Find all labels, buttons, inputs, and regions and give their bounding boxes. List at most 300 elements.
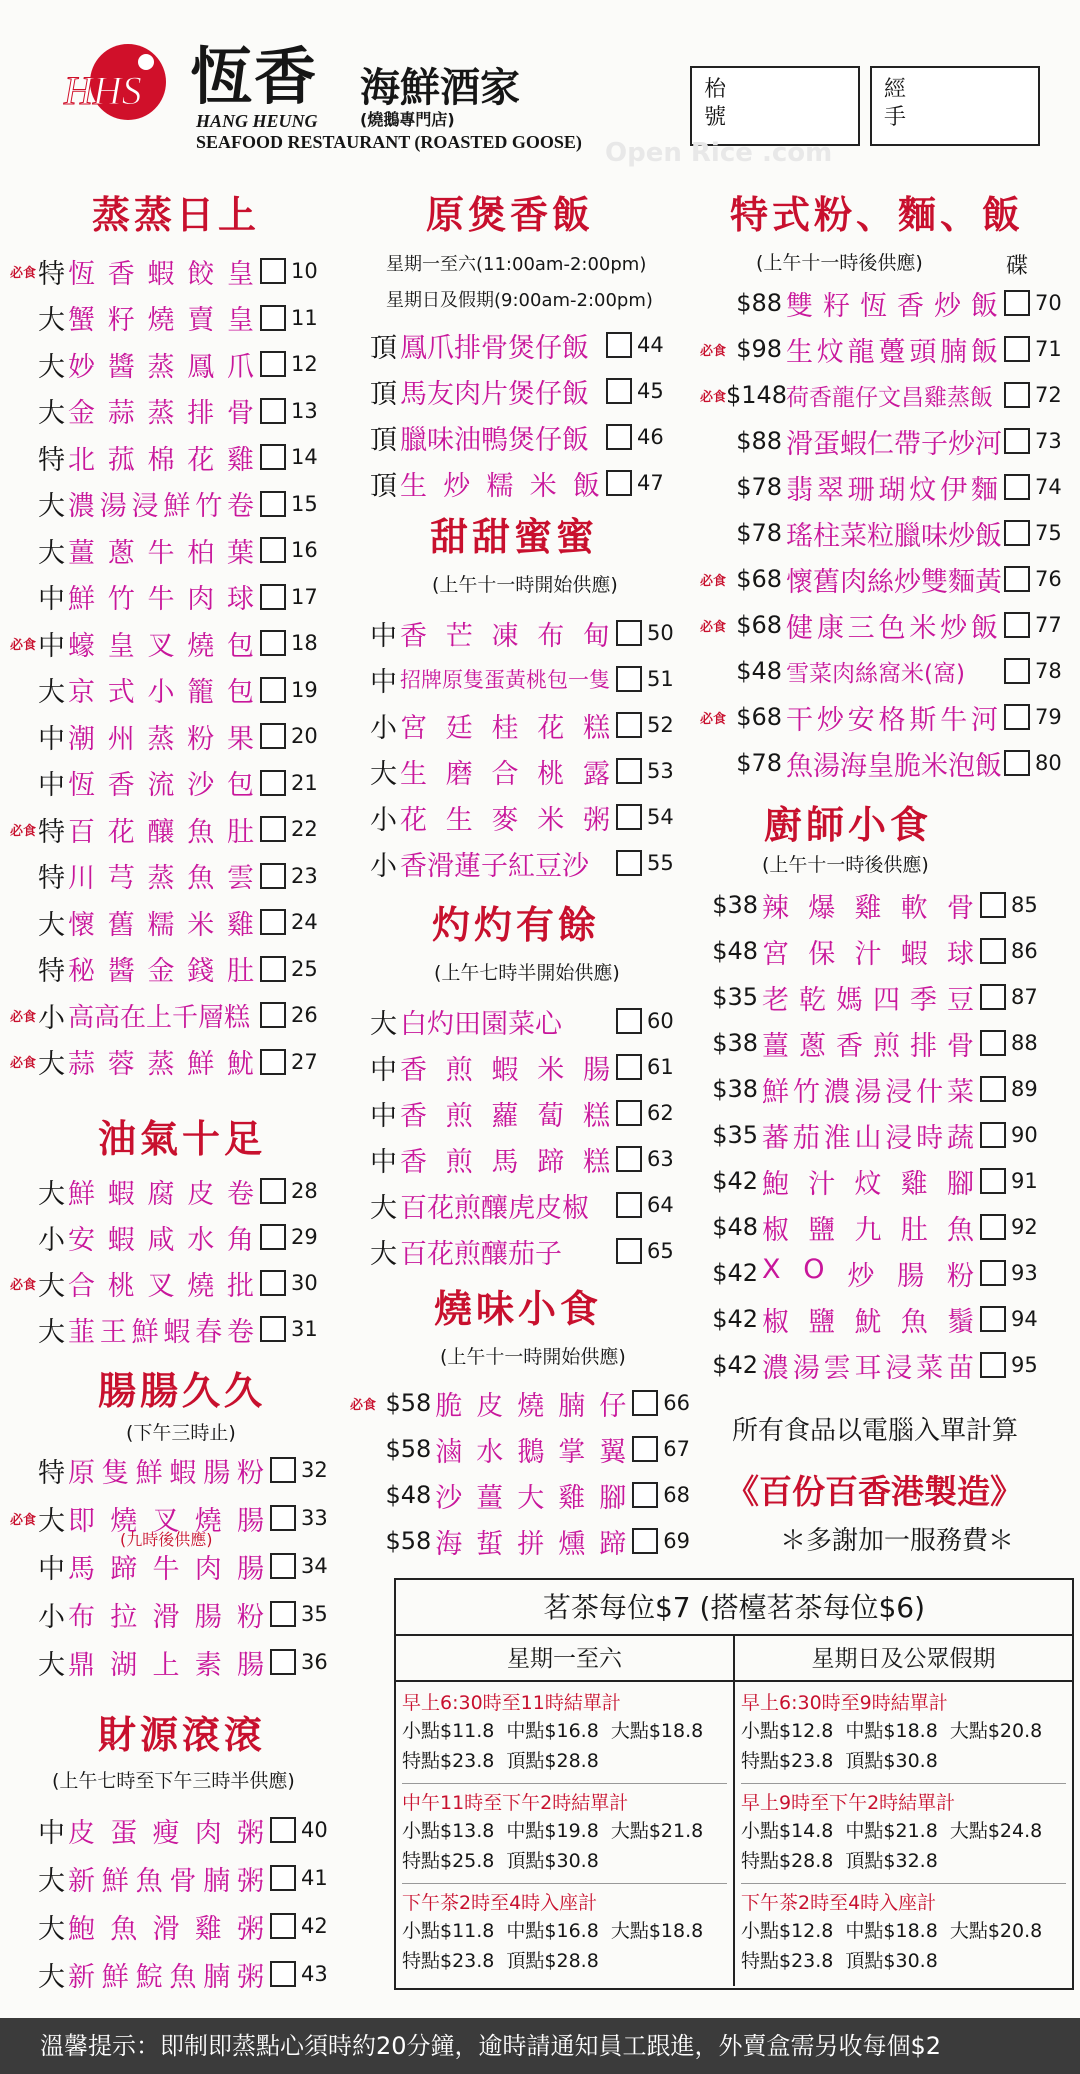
- item-code: 71: [1035, 337, 1062, 361]
- tea-time-block: [402, 1884, 727, 1984]
- item-name: 布 拉 滑 腸 粉: [68, 1601, 264, 1633]
- item-name: 百花煎釀虎皮椒: [400, 1192, 589, 1224]
- item-name: 京 式 小 籠 包: [68, 677, 254, 709]
- noodles-list: [700, 280, 1080, 786]
- menu-item[interactable]: [10, 899, 350, 946]
- item-name: 生 磨 合 桃 露: [400, 758, 610, 790]
- item-name: 荷香龍仔文昌雞蒸飯: [786, 384, 993, 411]
- order-checkbox[interactable]: [260, 491, 286, 517]
- menu-item[interactable]: [700, 280, 1080, 326]
- item-price: $68: [736, 565, 782, 593]
- menu-item[interactable]: [700, 326, 1080, 372]
- item-code: 67: [663, 1437, 690, 1461]
- menu-item[interactable]: [10, 946, 350, 993]
- item-code: 33: [301, 1506, 328, 1530]
- menu-item[interactable]: [370, 460, 710, 506]
- tea-price-line: [741, 1846, 1066, 1876]
- menu-item[interactable]: [10, 1446, 350, 1494]
- tea-time-label: 早上6:30時至9時結單計: [741, 1692, 948, 1714]
- item-code: 60: [647, 1009, 674, 1033]
- menu-item[interactable]: [10, 481, 350, 528]
- section-title-noodles: 特式粉、麵、飯: [730, 192, 1025, 237]
- item-name: 瑤 柱 菜 粒 臘 味 炒 飯: [786, 520, 1002, 552]
- menu-item[interactable]: [10, 341, 350, 388]
- section-title-congee: 財源滾滾: [98, 1712, 267, 1757]
- order-checkbox[interactable]: [270, 1961, 296, 1987]
- table-number-box[interactable]: [690, 66, 860, 146]
- menu-item[interactable]: [10, 760, 350, 807]
- order-checkbox[interactable]: [606, 378, 632, 404]
- order-checkbox[interactable]: [1004, 474, 1030, 500]
- menu-item[interactable]: [350, 1426, 690, 1472]
- staff-box[interactable]: [870, 66, 1040, 146]
- item-price: $68: [736, 703, 782, 731]
- item-name: 鳳爪排骨煲仔飯: [400, 332, 589, 364]
- menu-item[interactable]: [700, 1204, 1080, 1250]
- item-code: 92: [1011, 1215, 1038, 1239]
- menu-item[interactable]: [10, 1168, 350, 1214]
- order-checkbox[interactable]: [980, 1260, 1006, 1286]
- item-code: 26: [291, 1003, 318, 1028]
- menu-item[interactable]: [700, 372, 1080, 418]
- order-checkbox[interactable]: [260, 351, 286, 377]
- congee-note: (上午七時至下午三時半供應): [52, 1770, 295, 1792]
- item-code: 44: [637, 333, 664, 357]
- item-size: 頂: [370, 332, 397, 364]
- tea-time-block: [741, 1784, 1066, 1884]
- item-price: $48: [385, 1481, 432, 1509]
- order-checkbox[interactable]: [980, 892, 1006, 918]
- menu-item[interactable]: [700, 1066, 1080, 1112]
- item-name: 宮 廷 桂 花 糕: [400, 712, 610, 744]
- order-checkbox[interactable]: [270, 1457, 296, 1483]
- order-checkbox[interactable]: [606, 470, 632, 496]
- tea-weekday-column: [396, 1682, 735, 1986]
- item-code: 41: [301, 1866, 328, 1890]
- item-size: 中: [38, 584, 65, 616]
- menu-item[interactable]: [700, 1342, 1080, 1388]
- dessert-note: (上午十一時開始供應): [432, 574, 618, 596]
- item-code: 52: [647, 713, 674, 737]
- menu-item[interactable]: [10, 1950, 350, 1998]
- item-size: 大: [38, 1316, 65, 1348]
- item-size: 中: [38, 1553, 65, 1585]
- order-checkbox[interactable]: [616, 804, 642, 830]
- order-checkbox[interactable]: [616, 1100, 642, 1126]
- item-size: 特: [38, 444, 65, 476]
- order-checkbox[interactable]: [980, 1352, 1006, 1378]
- item-code: 42: [301, 1914, 328, 1938]
- order-checkbox[interactable]: [270, 1553, 296, 1579]
- item-price: $42: [712, 1259, 758, 1287]
- item-code: 79: [1035, 705, 1062, 729]
- item-name: 白灼田園菜心: [400, 1008, 562, 1040]
- menu-item[interactable]: [10, 1854, 350, 1902]
- item-name: 百 花 釀 魚 肚: [68, 816, 254, 848]
- order-checkbox[interactable]: [260, 444, 286, 470]
- order-checkbox[interactable]: [980, 1030, 1006, 1056]
- item-code: 31: [291, 1317, 318, 1341]
- tea-price: 特點$25.8: [402, 1850, 495, 1872]
- order-checkbox[interactable]: [1004, 566, 1030, 592]
- order-checkbox[interactable]: [1004, 428, 1030, 454]
- order-checkbox[interactable]: [1004, 336, 1030, 362]
- tea-price: 小點$11.8: [402, 1920, 495, 1942]
- tea-time-label: 早上9時至下午2時結單計: [741, 1792, 956, 1814]
- item-price: $88: [736, 289, 782, 317]
- item-size: 大: [38, 351, 65, 383]
- item-code: 93: [1011, 1261, 1038, 1285]
- order-checkbox[interactable]: [632, 1482, 658, 1508]
- noodles-note: (上午十一時後供應): [756, 252, 923, 274]
- order-checkbox[interactable]: [606, 332, 632, 358]
- item-price: $38: [712, 1029, 758, 1057]
- tea-price: 小點$12.8: [741, 1720, 834, 1742]
- item-code: 94: [1011, 1307, 1038, 1331]
- order-checkbox[interactable]: [632, 1436, 658, 1462]
- order-checkbox[interactable]: [616, 1008, 642, 1034]
- item-size: 大: [370, 1008, 397, 1040]
- menu-item[interactable]: [10, 1306, 350, 1352]
- menu-item[interactable]: [370, 794, 710, 840]
- order-checkbox[interactable]: [260, 537, 286, 563]
- order-checkbox[interactable]: [1004, 612, 1030, 638]
- menu-item[interactable]: [10, 1902, 350, 1950]
- menu-item[interactable]: [10, 667, 350, 714]
- order-checkbox[interactable]: [260, 305, 286, 331]
- order-checkbox[interactable]: [260, 1002, 286, 1028]
- menu-item[interactable]: [370, 1228, 710, 1274]
- order-checkbox[interactable]: [260, 258, 286, 284]
- order-checkbox[interactable]: [1004, 658, 1030, 684]
- item-code: 18: [291, 631, 318, 656]
- must-eat-tag: 必食: [10, 1277, 37, 1293]
- order-checkbox[interactable]: [260, 816, 286, 842]
- order-checkbox[interactable]: [616, 620, 642, 646]
- order-checkbox[interactable]: [980, 1168, 1006, 1194]
- item-code: 34: [301, 1554, 328, 1578]
- menu-item[interactable]: [10, 992, 350, 1039]
- item-price: $78: [736, 749, 782, 777]
- order-checkbox[interactable]: [980, 1122, 1006, 1148]
- menu-item[interactable]: [10, 388, 350, 435]
- item-code: 15: [291, 491, 318, 516]
- menu-item[interactable]: [700, 1296, 1080, 1342]
- order-checkbox[interactable]: [980, 938, 1006, 964]
- item-name: 滷 水 鵝 掌 翼: [435, 1436, 627, 1468]
- item-code: 65: [647, 1239, 674, 1263]
- item-price: $98: [736, 335, 782, 363]
- menu-item[interactable]: [10, 1260, 350, 1306]
- menu-item[interactable]: [370, 1182, 710, 1228]
- menu-item[interactable]: [10, 1590, 350, 1638]
- menu-item[interactable]: [700, 510, 1080, 556]
- menu-item[interactable]: [700, 1112, 1080, 1158]
- item-code: 80: [1035, 751, 1062, 775]
- item-code: 17: [291, 584, 318, 609]
- congee-list: [10, 1806, 350, 1998]
- menu-item[interactable]: [350, 1380, 690, 1426]
- all-food-notice: 所有食品以電腦入單計算: [732, 1416, 1019, 1446]
- item-code: 27: [291, 1049, 318, 1074]
- menu-item[interactable]: [10, 620, 350, 667]
- menu-item[interactable]: [370, 1090, 710, 1136]
- menu-item[interactable]: [370, 998, 710, 1044]
- menu-item[interactable]: [10, 1806, 350, 1854]
- order-checkbox[interactable]: [260, 1224, 286, 1250]
- item-name: 鮮 蝦 腐 皮 卷: [68, 1178, 254, 1210]
- menu-item[interactable]: [10, 574, 350, 621]
- order-checkbox[interactable]: [632, 1390, 658, 1416]
- tea-price-table: [394, 1578, 1074, 1990]
- item-size: 小: [38, 1601, 65, 1633]
- order-checkbox[interactable]: [606, 424, 632, 450]
- order-checkbox[interactable]: [260, 677, 286, 703]
- order-checkbox[interactable]: [980, 1076, 1006, 1102]
- item-code: 72: [1035, 383, 1062, 407]
- item-name: 妙 醬 蒸 鳳 爪: [68, 351, 254, 383]
- item-size: 小: [38, 1002, 65, 1034]
- item-size: 大: [38, 398, 65, 430]
- order-checkbox[interactable]: [616, 850, 642, 876]
- item-name: 薑 蔥 香 煎 排 骨: [762, 1030, 974, 1062]
- order-checkbox[interactable]: [260, 1316, 286, 1342]
- must-eat-tag: 必食: [10, 265, 37, 281]
- item-size: 中: [38, 770, 65, 802]
- menu-item[interactable]: [350, 1518, 690, 1564]
- item-code: 53: [647, 759, 674, 783]
- section-title-dimsum: 蒸蒸日上: [92, 192, 261, 237]
- order-checkbox[interactable]: [1004, 382, 1030, 408]
- menu-item[interactable]: [10, 1542, 350, 1590]
- order-checkbox[interactable]: [632, 1528, 658, 1554]
- order-checkbox[interactable]: [616, 666, 642, 692]
- item-code: 30: [291, 1271, 318, 1295]
- bbq-note: (上午十一時開始供應): [440, 1346, 626, 1368]
- restaurant-name-cn: 恆香: [190, 40, 319, 113]
- order-checkbox[interactable]: [980, 984, 1006, 1010]
- section-title-chef: 廚師小食: [764, 802, 933, 847]
- order-checkbox[interactable]: [260, 630, 286, 656]
- menu-item[interactable]: [370, 368, 710, 414]
- item-code: 70: [1035, 291, 1062, 315]
- order-checkbox[interactable]: [1004, 750, 1030, 776]
- menu-item[interactable]: [10, 434, 350, 481]
- menu-item[interactable]: [370, 748, 710, 794]
- menu-item[interactable]: [10, 295, 350, 342]
- tea-price-line: [741, 1716, 1066, 1746]
- menu-item[interactable]: [700, 740, 1080, 786]
- claypot-list: [370, 322, 710, 506]
- order-checkbox[interactable]: [980, 1306, 1006, 1332]
- menu-item[interactable]: [700, 418, 1080, 464]
- order-checkbox[interactable]: [616, 1146, 642, 1172]
- item-price: $148: [726, 381, 788, 409]
- item-name: 干 炒 安 格 斯 牛 河: [786, 704, 998, 736]
- menu-item[interactable]: [700, 928, 1080, 974]
- menu-item[interactable]: [700, 1158, 1080, 1204]
- item-price: $48: [712, 1213, 758, 1241]
- menu-item[interactable]: [370, 656, 710, 702]
- must-eat-tag: 必食: [10, 823, 37, 839]
- item-code: 28: [291, 1179, 318, 1203]
- item-code: 68: [663, 1483, 690, 1507]
- item-code: 29: [291, 1225, 318, 1249]
- item-code: 19: [291, 677, 318, 702]
- item-code: 11: [291, 305, 318, 330]
- menu-item[interactable]: [10, 248, 350, 295]
- item-code: 85: [1011, 893, 1038, 917]
- order-checkbox[interactable]: [616, 1192, 642, 1218]
- order-checkbox[interactable]: [270, 1601, 296, 1627]
- order-checkbox[interactable]: [260, 863, 286, 889]
- order-checkbox[interactable]: [1004, 520, 1030, 546]
- item-code: 23: [291, 863, 318, 888]
- item-code: 51: [647, 667, 674, 691]
- must-eat-tag: 必食: [700, 573, 727, 589]
- order-checkbox[interactable]: [270, 1865, 296, 1891]
- item-code: 50: [647, 621, 674, 645]
- menu-item[interactable]: [10, 806, 350, 853]
- item-name: 沙 薑 大 雞 腳: [435, 1482, 627, 1514]
- tea-time-label: 中午11時至下午2時結單計: [402, 1792, 629, 1814]
- item-code: 36: [301, 1650, 328, 1674]
- menu-item[interactable]: [370, 610, 710, 656]
- menu-item[interactable]: [370, 702, 710, 748]
- item-price: $68: [736, 611, 782, 639]
- order-checkbox[interactable]: [260, 1270, 286, 1296]
- menu-item[interactable]: [370, 1044, 710, 1090]
- item-size: 特: [38, 816, 65, 848]
- order-checkbox[interactable]: [270, 1913, 296, 1939]
- claypot-note-holiday: 星期日及假期(9:00am-2:00pm): [386, 290, 653, 311]
- tea-price-line: [402, 1916, 727, 1946]
- item-size: 大: [38, 305, 65, 337]
- item-name: 懷 舊 肉 絲 炒 雙 麵 黃: [786, 566, 1002, 598]
- tea-price: 大點$20.8: [949, 1720, 1043, 1742]
- item-size: 小: [370, 804, 397, 836]
- tea-price: 特點$28.8: [741, 1850, 834, 1872]
- item-code: 74: [1035, 475, 1062, 499]
- order-checkbox[interactable]: [260, 398, 286, 424]
- order-checkbox[interactable]: [260, 723, 286, 749]
- item-name: 金 蒜 蒸 排 骨: [68, 398, 254, 430]
- item-name: X O 炒 腸 粉: [762, 1253, 974, 1292]
- tea-price: 小點$12.8: [741, 1920, 834, 1942]
- item-code: 16: [291, 538, 318, 563]
- menu-item[interactable]: [10, 1638, 350, 1686]
- menu-item[interactable]: [370, 1136, 710, 1182]
- item-code: 21: [291, 770, 318, 795]
- menu-item[interactable]: [700, 882, 1080, 928]
- order-checkbox[interactable]: [616, 712, 642, 738]
- menu-item[interactable]: [10, 1039, 350, 1086]
- order-checkbox[interactable]: [616, 1054, 642, 1080]
- order-checkbox[interactable]: [260, 1049, 286, 1075]
- item-code: 64: [647, 1193, 674, 1217]
- must-eat-tag: 必食: [700, 389, 727, 405]
- menu-item[interactable]: [700, 694, 1080, 740]
- menu-item[interactable]: [10, 527, 350, 574]
- claypot-note-weekday: 星期一至六(11:00am-2:00pm): [386, 254, 647, 275]
- order-checkbox[interactable]: [1004, 704, 1030, 730]
- item-price: $48: [736, 657, 782, 685]
- order-checkbox[interactable]: [260, 770, 286, 796]
- item-code: 90: [1011, 1123, 1038, 1147]
- menu-item[interactable]: [700, 974, 1080, 1020]
- item-name: 新 鮮 魚 骨 腩 粥: [68, 1865, 264, 1897]
- order-checkbox[interactable]: [1004, 290, 1030, 316]
- item-name: 滑 蛋 蝦 仁 帶 子 炒 河: [786, 428, 1002, 460]
- item-code: 22: [291, 817, 318, 842]
- item-name: 蕃 茄 淮 山 浸 時 蔬: [762, 1122, 974, 1154]
- menu-item[interactable]: [700, 648, 1080, 694]
- order-checkbox[interactable]: [260, 584, 286, 610]
- pan-note: (上午七時半開始供應): [434, 962, 620, 984]
- item-size: 頂: [370, 470, 397, 502]
- item-size: 大: [38, 1270, 65, 1302]
- menu-item[interactable]: [10, 853, 350, 900]
- menu-item[interactable]: [10, 713, 350, 760]
- menu-item[interactable]: [370, 840, 710, 886]
- menu-item[interactable]: [370, 414, 710, 460]
- item-name: 椒 鹽 九 肚 魚: [762, 1214, 974, 1246]
- item-code: 45: [637, 379, 664, 403]
- order-checkbox[interactable]: [270, 1817, 296, 1843]
- order-checkbox[interactable]: [616, 758, 642, 784]
- menu-item[interactable]: [700, 1020, 1080, 1066]
- item-name: 合 桃 叉 燒 批: [68, 1270, 254, 1302]
- tea-price-line: [741, 1916, 1066, 1946]
- order-checkbox[interactable]: [260, 956, 286, 982]
- menu-item[interactable]: [700, 602, 1080, 648]
- tea-price: 小點$14.8: [741, 1820, 834, 1842]
- menu-item[interactable]: [350, 1472, 690, 1518]
- order-checkbox[interactable]: [270, 1649, 296, 1675]
- menu-item[interactable]: [700, 556, 1080, 602]
- item-code: 61: [647, 1055, 674, 1079]
- bbq-list: [350, 1380, 690, 1564]
- order-checkbox[interactable]: [616, 1238, 642, 1264]
- must-eat-tag: 必食: [10, 637, 37, 653]
- dessert-list: [370, 610, 710, 886]
- item-name: 香 煎 蘿 蔔 糕: [400, 1100, 610, 1132]
- order-checkbox[interactable]: [260, 1178, 286, 1204]
- restaurant-name-cn-sub: (燒鵝專門店): [360, 110, 455, 129]
- item-code: 73: [1035, 429, 1062, 453]
- order-checkbox[interactable]: [260, 909, 286, 935]
- item-size: 大: [38, 1049, 65, 1081]
- item-name: 川 芎 蒸 魚 雲: [68, 863, 254, 895]
- menu-item[interactable]: [700, 1250, 1080, 1296]
- order-checkbox[interactable]: [270, 1505, 296, 1531]
- tea-price-line: [741, 1946, 1066, 1976]
- item-code: 14: [291, 445, 318, 470]
- item-name: 花 生 麥 米 粥: [400, 804, 610, 836]
- order-checkbox[interactable]: [980, 1214, 1006, 1240]
- restaurant-name-en: HANG HEUNG: [196, 111, 318, 131]
- section-title-pan: 灼灼有餘: [432, 902, 601, 947]
- menu-item[interactable]: [370, 322, 710, 368]
- tea-price: 頂點$32.8: [845, 1850, 938, 1872]
- item-name: 馬友肉片煲仔飯: [400, 378, 589, 410]
- item-code: 47: [637, 471, 664, 495]
- menu-item[interactable]: [10, 1214, 350, 1260]
- item-code: 66: [663, 1391, 690, 1415]
- item-code: 77: [1035, 613, 1062, 637]
- menu-item[interactable]: [700, 464, 1080, 510]
- tea-price: 中點$16.8: [506, 1920, 599, 1942]
